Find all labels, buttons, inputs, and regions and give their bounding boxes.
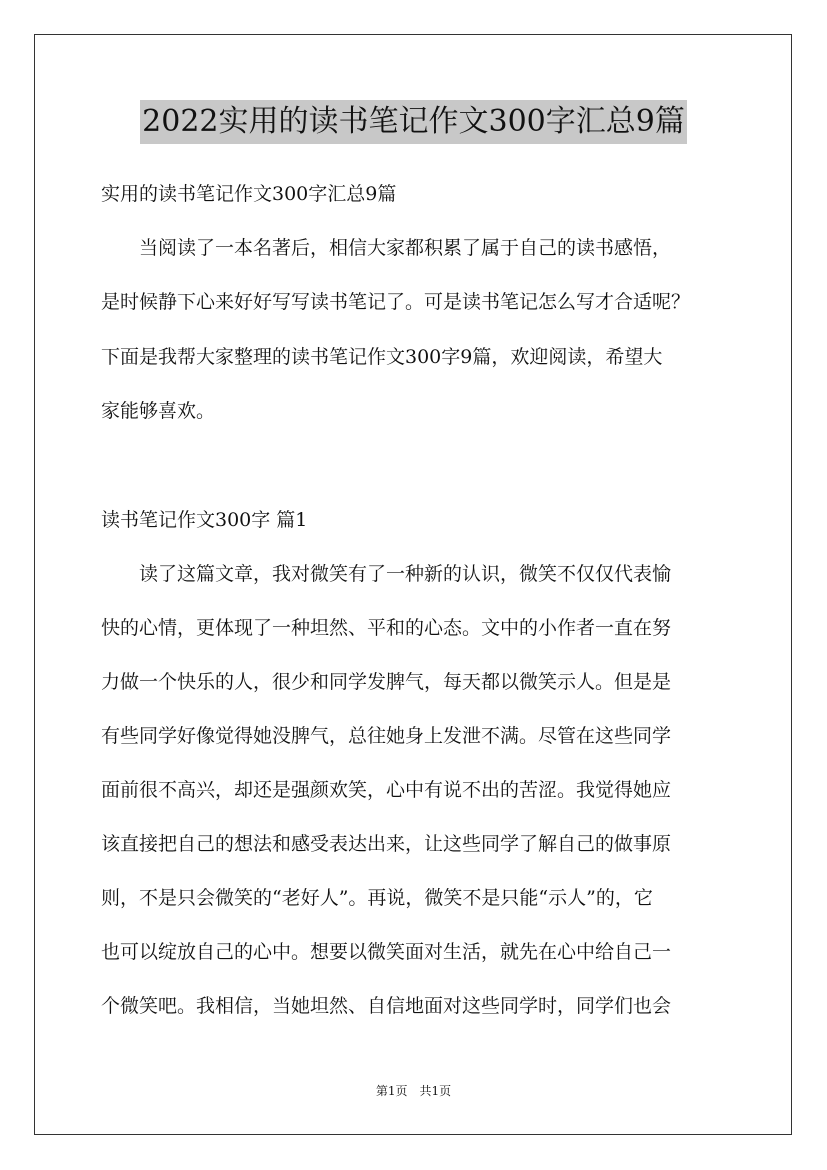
section-line-6: 该直接把自己的想法和感受表达出来，让这些同学了解自己的做事原 — [101, 833, 672, 855]
section-line-4: 有些同学好像觉得她没脾气，总往她身上发泄不满。尽管在这些同学 — [101, 725, 672, 747]
intro-line-1: 当阅读了一本名著后，相信大家都积累了属于自己的读书感悟， — [101, 237, 672, 259]
intro-line-2: 是时候静下心来好好写写读书笔记了。可是读书笔记怎么写才合适呢？ — [101, 291, 691, 313]
section-line-7: 则，不是只会微笑的“老好人”。再说，微笑不是只能“示人”的，它 — [101, 887, 653, 909]
intro-line-3: 下面是我帮大家整理的读书笔记作文300字9篇，欢迎阅读，希望大 — [101, 346, 663, 368]
section-heading: 读书笔记作文300字 篇1 — [101, 509, 308, 531]
title-wrap — [0, 100, 827, 144]
section-line-8: 也可以绽放自己的心中。想要以微笑面对生活，就先在心中给自己一 — [101, 941, 672, 963]
document-title: 2022实用的读书笔记作文300字汇总9篇 — [140, 100, 687, 144]
page-number-footer: 第1页 共1页 — [375, 1084, 452, 1098]
section-line-2: 快的心情，更体现了一种坦然、平和的心态。文中的小作者一直在努 — [101, 617, 672, 639]
section-line-1: 读了这篇文章，我对微笑有了一种新的认识，微笑不仅仅代表愉 — [101, 563, 672, 585]
section-line-9: 个微笑吧。我相信，当她坦然、自信地面对这些同学时，同学们也会 — [101, 995, 672, 1017]
document-subtitle: 实用的读书笔记作文300字汇总9篇 — [101, 183, 397, 205]
section-line-3: 力做一个快乐的人，很少和同学发脾气，每天都以微笑示人。但是是 — [101, 671, 672, 693]
section-line-5: 面前很不高兴，却还是强颜欢笑，心中有说不出的苦涩。我觉得她应 — [101, 779, 672, 801]
intro-line-4: 家能够喜欢。 — [101, 400, 216, 422]
